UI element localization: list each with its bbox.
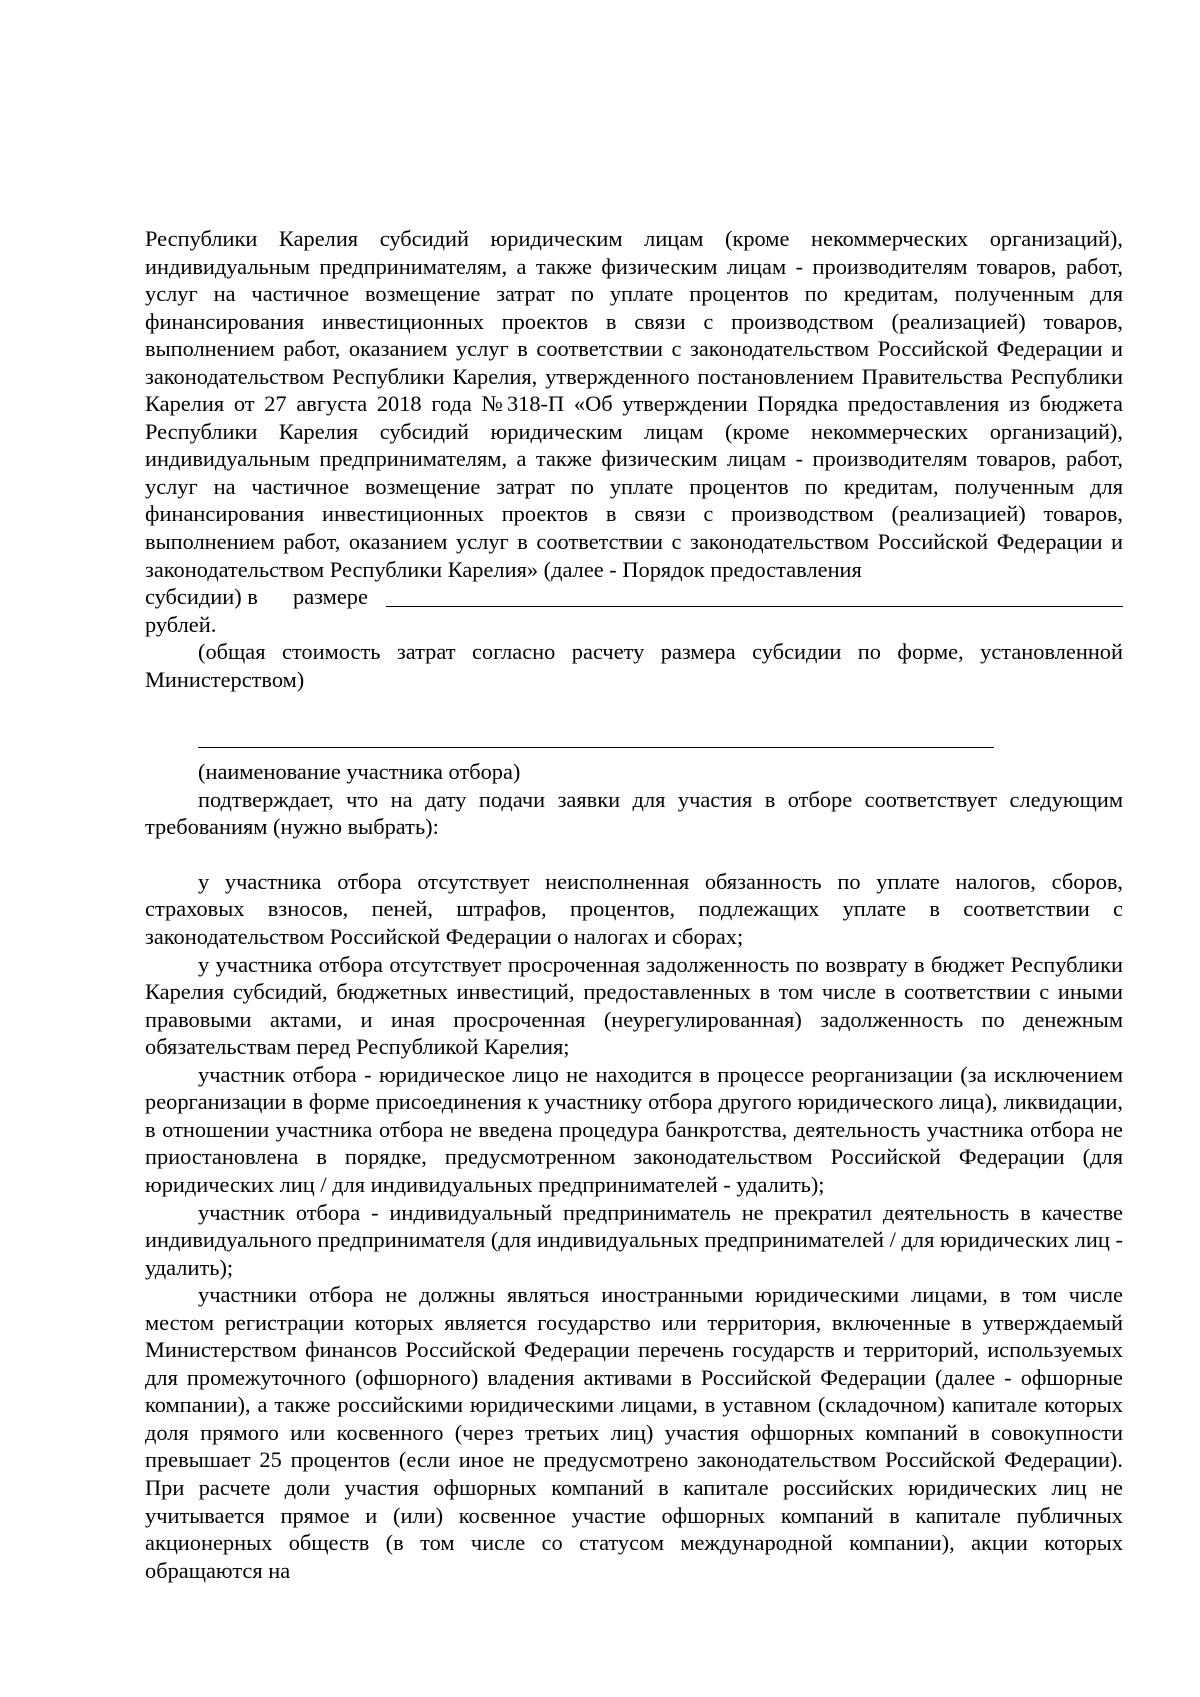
subsidy-amount-label-b: размере xyxy=(293,584,368,610)
confirm-paragraph: подтверждает, что на дату подачи заявки для участия в отборе соответствует следующим требованиям (нужно выбрать): xyxy=(145,786,1123,840)
subsidy-amount-blank-field[interactable] xyxy=(386,586,1123,607)
cost-note: (общая стоимость затрат согласно расчету размера субсидии по форме, установленной Министерством) xyxy=(145,639,1123,692)
requirement-item: у участника отбора отсутствует просроченная задолженность по возврату в бюджет Республики Карелия субсидий, бюджетных инвестиций, предоставленных в том числе в соответствии с иными правовыми актами, и иная просроченная (неурегулированная) задолженность по денежным обязательствам перед Республикой Карелия; xyxy=(145,951,1123,1060)
subsidy-amount-line xyxy=(145,583,1123,611)
participant-name-blank-field[interactable] xyxy=(198,747,994,748)
participant-name-caption: (наименование участника отбора) xyxy=(198,759,521,785)
requirement-item: у участника отбора отсутствует неисполненная обязанность по уплате налогов, сборов, страховых взносов, пеней, штрафов, процентов, подлежащих уплате в соответствии с законодательством Российской Федерации о налогах и сборах; xyxy=(145,868,1123,950)
paragraph-gap xyxy=(145,841,1123,868)
intro-paragraph: Республики Карелия субсидий юридическим лицам (кроме некоммерческих организаций), индивидуальным предпринимателям, а также физическим лицам - производителям товаров, работ, услуг на частичное возмещение затрат по уплате процентов по кредитам, полученным для финансирования инвестиционных проектов в связи с производством (реализацией) товаров, выполнением работ, оказанием услуг в соответствии с законодательством Российской Федерации и законодательством Республики Карелия, утвержденного постановлением Правительства Республики Карелия от 27 августа 2018 года №318-П «Об утверждении Порядка предоставления из бюджета Республики Карелия субсидий юридическим лицам (кроме некоммерческих организаций), индивидуальным предпринимателям, а также физическим лицам - производителям товаров, работ, услуг на частичное возмещение затрат по уплате процентов по кредитам, полученным для финансирования инвестиционных проектов в связи с производством (реализацией) товаров, выполнением работ, оказанием услуг в соответствии с законодательством Российской Федерации и законодательством Республики Карелия» (далее - Порядок предоставления xyxy=(145,226,1123,582)
subsidy-amount-label-a: субсидии) в xyxy=(145,584,258,610)
requirement-item: участник отбора - индивидуальный предприниматель не прекратил деятельность в качестве индивидуального предпринимателя (для индивидуальных предпринимателей / для юридических лиц - удалить); xyxy=(145,1199,1123,1280)
requirement-item: участники отбора не должны являться иностранными юридическими лицами, в том числе местом регистрации которых является государство или территория, включенные в утверждаемый Министерством финансов Российской Федерации перечень государств и территорий, используемых для промежуточного (офшорного) владения активами в Российской Федерации (далее - офшорные компании), а также российскими юридическими лицами, в уставном (складочном) капитале которых доля прямого или косвенного (через третьих лиц) участия офшорных компаний в совокупности превышает 25 процентов (если иное не предусмотрено законодательством Российской Федерации). При расчете доли участия офшорных компаний в капитале российских юридических лиц не учитывается прямое и (или) косвенное участие офшорных компаний в капитале публичных акционерных обществ (в том числе со статусом международной компании), акции которых обращаются на xyxy=(145,1282,1123,1583)
currency-line: рублей. xyxy=(145,611,217,637)
requirement-item: участник отбора - юридическое лицо не находится в процессе реорганизации (за исключением реорганизации в форме присоединения к участнику отбора другого юридического лица), ликвидации, в отношении участника отбора не введена процедура банкротства, деятельность участника отбора не приостановлена в порядке, предусмотренном законодательством Российской Федерации (для юридических лиц / для индивидуальных предпринимателей - удалить); xyxy=(145,1061,1123,1197)
document-body xyxy=(145,225,1123,1584)
